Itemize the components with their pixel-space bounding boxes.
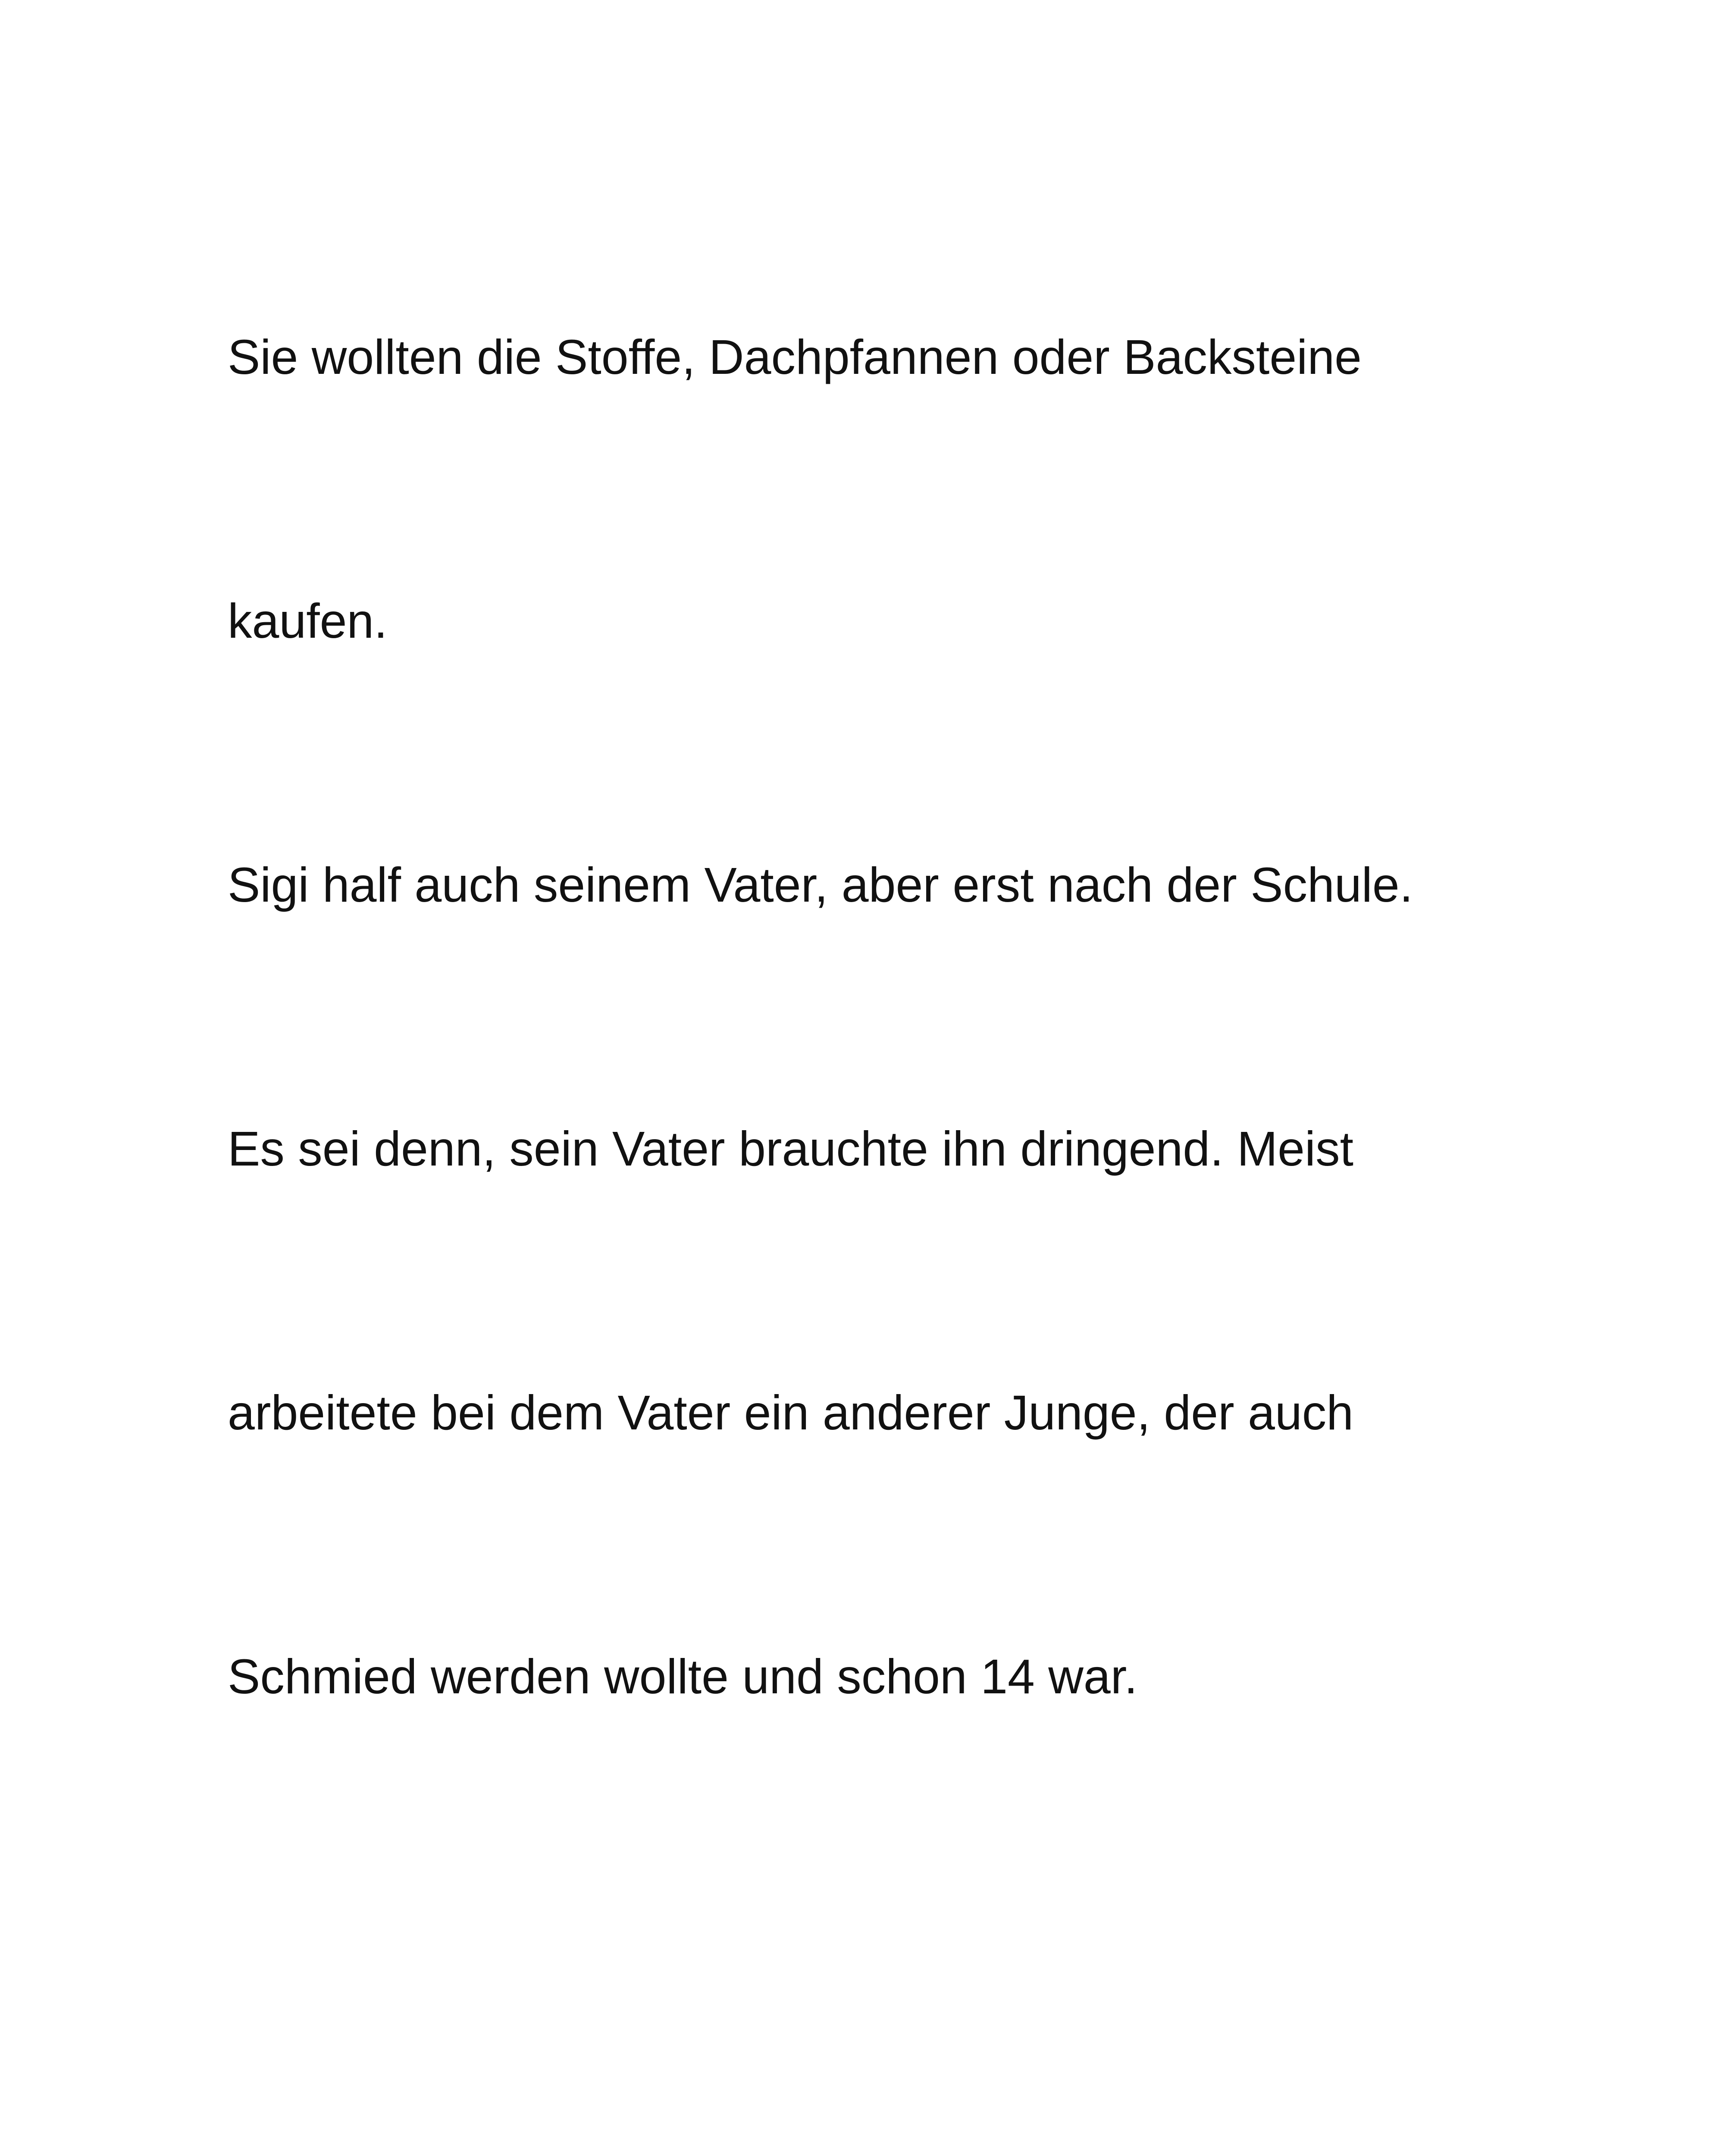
text-line: Sie wollten die Stoffe, Dachpfannen oder Backsteine: [228, 330, 1362, 384]
text-line: kaufen.: [228, 594, 388, 648]
paragraph-break: [228, 1896, 1564, 1984]
text-line: Sigi half auch seinem Vater, aber erst nach der Schule.: [228, 858, 1413, 912]
text-line: arbeitete bei dem Vater ein anderer Junge, der auch: [228, 1385, 1354, 1440]
text-line: Schmied werden wollte und schon 14 war.: [228, 1649, 1138, 1704]
text-line: Es sei denn, sein Vater brauchte ihn dringend. Meist: [228, 1122, 1353, 1176]
body-text: [228, 137, 1564, 2156]
